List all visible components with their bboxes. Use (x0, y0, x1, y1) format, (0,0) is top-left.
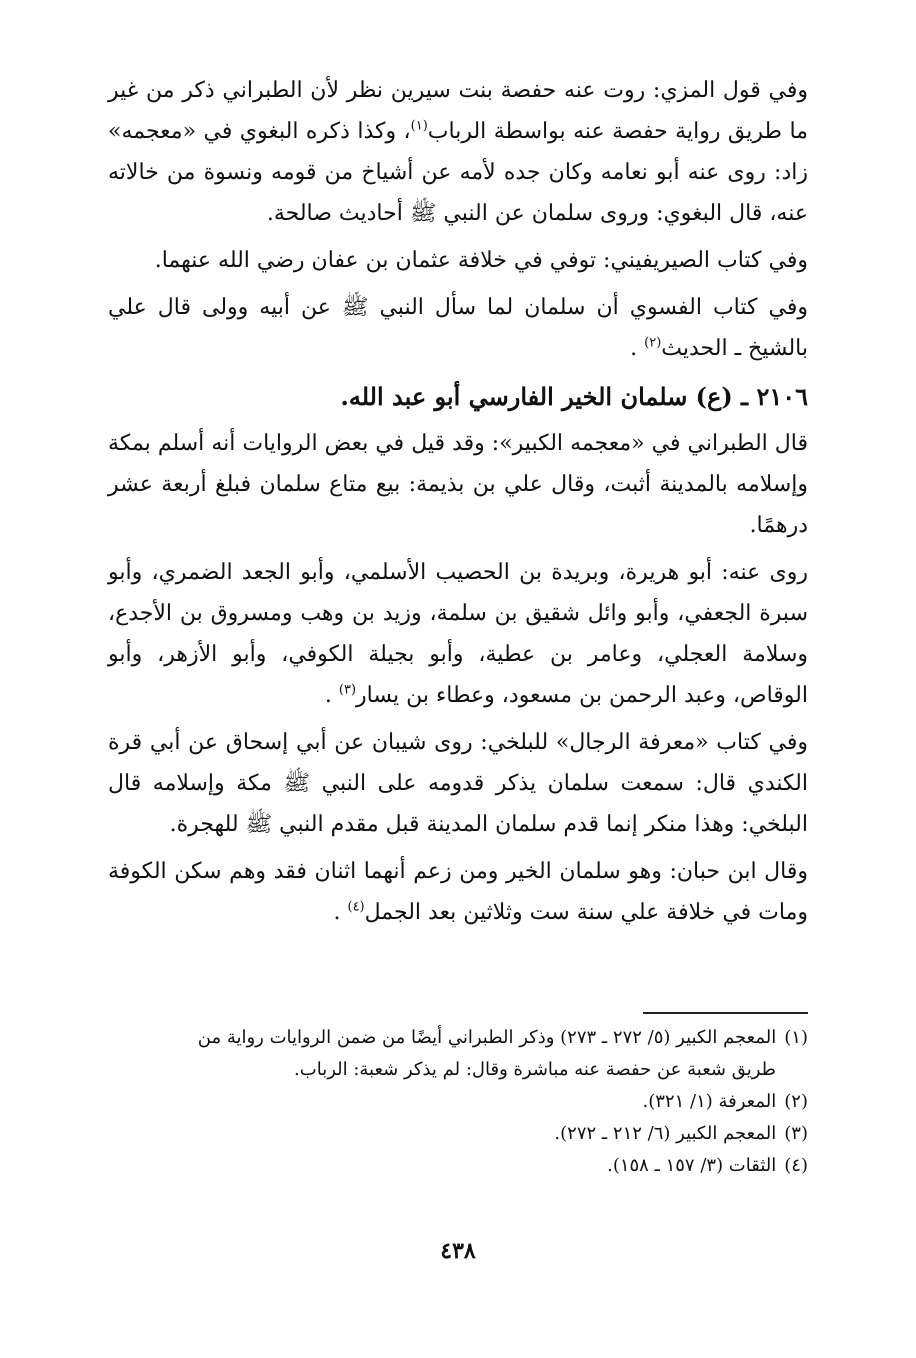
paragraph-narrators (108, 552, 808, 716)
paragraph-text: روى عنه: أبو هريرة، وبريدة بن الحصيب الأسلمي، وأبو الجعد الضمري، وأبو سبرة الجعفي، وأبو وائل شقيق بن سلمة، وزيد بن وهب ومسروق بن الأجدع، وسلامة العجلي، وعامر بن عطية، وأبو بجيلة الكوفي، وأبو الأزهر، وأبو الوقاص، وعبد الرحمن بن مسعود، وعطاء بن يسار (108, 560, 808, 708)
footnote-2 (108, 1086, 808, 1118)
footnote-divider (643, 1012, 808, 1014)
footnote-1 (108, 1022, 808, 1054)
paragraph-tabarani (108, 423, 808, 546)
footnote-ref-2: (٢) (644, 335, 662, 351)
paragraph-text: قال الطبراني في «معجمه الكبير»: وقد قيل في بعض الروايات أنه أسلم بمكة وإسلامه بالمدينة أثبت، وقال علي بن بذيمة: بيع متاع سلمان فبلغ أربعة عشر درهمًا. (108, 431, 808, 538)
footnote-text: الثقات (٣/ ١٥٧ ـ ١٥٨). (607, 1155, 777, 1176)
paragraph-text: وفي كتاب الفسوي أن سلمان لما سأل النبي ﷺ عن أبيه وولى قال علي بالشيخ ـ الحديث (108, 295, 808, 361)
footnote-3 (108, 1118, 808, 1150)
entry-heading: ٢١٠٦ ـ (ع) سلمان الخير الفارسي أبو عبد الله. (340, 382, 808, 411)
footnote-ref-1: (١) (410, 118, 428, 134)
paragraph-text: وفي قول المزي: روت عنه حفصة بنت سيرين نظر لأن الطبراني ذكر من غير ما طريق رواية حفصة عنه بواسطة الرباب (108, 78, 808, 144)
footnote-text: المعرفة (١/ ٣٢١). (642, 1091, 777, 1112)
paragraph-balkhi (108, 722, 808, 845)
footnote-text: المعجم الكبير (٦/ ٢١٢ ـ ٢٧٢). (554, 1123, 777, 1144)
footnote-number: (١) (784, 1027, 808, 1048)
page-number: ٤٣٨ (440, 1238, 476, 1264)
footnote-ref-3: (٣) (338, 682, 357, 698)
footnotes (108, 1022, 808, 1182)
paragraph-ibn-hibban (108, 851, 808, 933)
paragraph-text: وفي كتاب الصيريفيني: توفي في خلافة عثمان بن عفان رضي الله عنهما. (154, 248, 808, 273)
paragraph-fasawi (108, 287, 808, 369)
paragraph-sayrafini (108, 240, 808, 281)
main-text (108, 70, 808, 939)
footnote-1-continuation: طريق شعبة عن حفصة عنه مباشرة وقال: لم يذكر شعبة: الرباب. (294, 1059, 776, 1080)
paragraph-text: . (630, 336, 645, 361)
footnote-number: (٤) (784, 1155, 808, 1176)
footnote-ref-4: (٤) (347, 899, 365, 915)
footnote-number: (٣) (784, 1123, 808, 1144)
footnote-text: المعجم الكبير (٥/ ٢٧٢ ـ ٢٧٣) وذكر الطبراني أيضًا من ضمن الروايات رواية من (197, 1027, 777, 1048)
paragraph-mizzi (108, 70, 808, 234)
paragraph-text: وفي كتاب «معرفة الرجال» للبلخي: روى شيبان عن أبي إسحاق عن أبي قرة الكندي قال: سمعت سلمان يذكر قدومه على النبي ﷺ مكة وإسلامه قال البلخي: وهذا منكر إنما قدم سلمان المدينة قبل مقدم النبي ﷺ للهجرة. (108, 730, 808, 837)
paragraph-text: ، وكذا ذكره البغوي في «معجمه» زاد: روى عنه أبو نعامه وكان جده لأمه عن أشياخ من قومه ونسوة من خالاته عنه، قال البغوي: وروى سلمان عن النبي ﷺ أحاديث صالحة. (108, 119, 808, 226)
paragraph-text: . (333, 900, 348, 925)
paragraph-text: . (324, 683, 339, 708)
paragraph-text: وقال ابن حبان: وهو سلمان الخير ومن زعم أنهما اثنان فقد وهم سكن الكوفة ومات في خلافة علي سنة ست وثلاثين بعد الجمل (108, 859, 808, 925)
footnote-number: (٢) (784, 1091, 808, 1112)
footnote-4 (108, 1150, 808, 1182)
